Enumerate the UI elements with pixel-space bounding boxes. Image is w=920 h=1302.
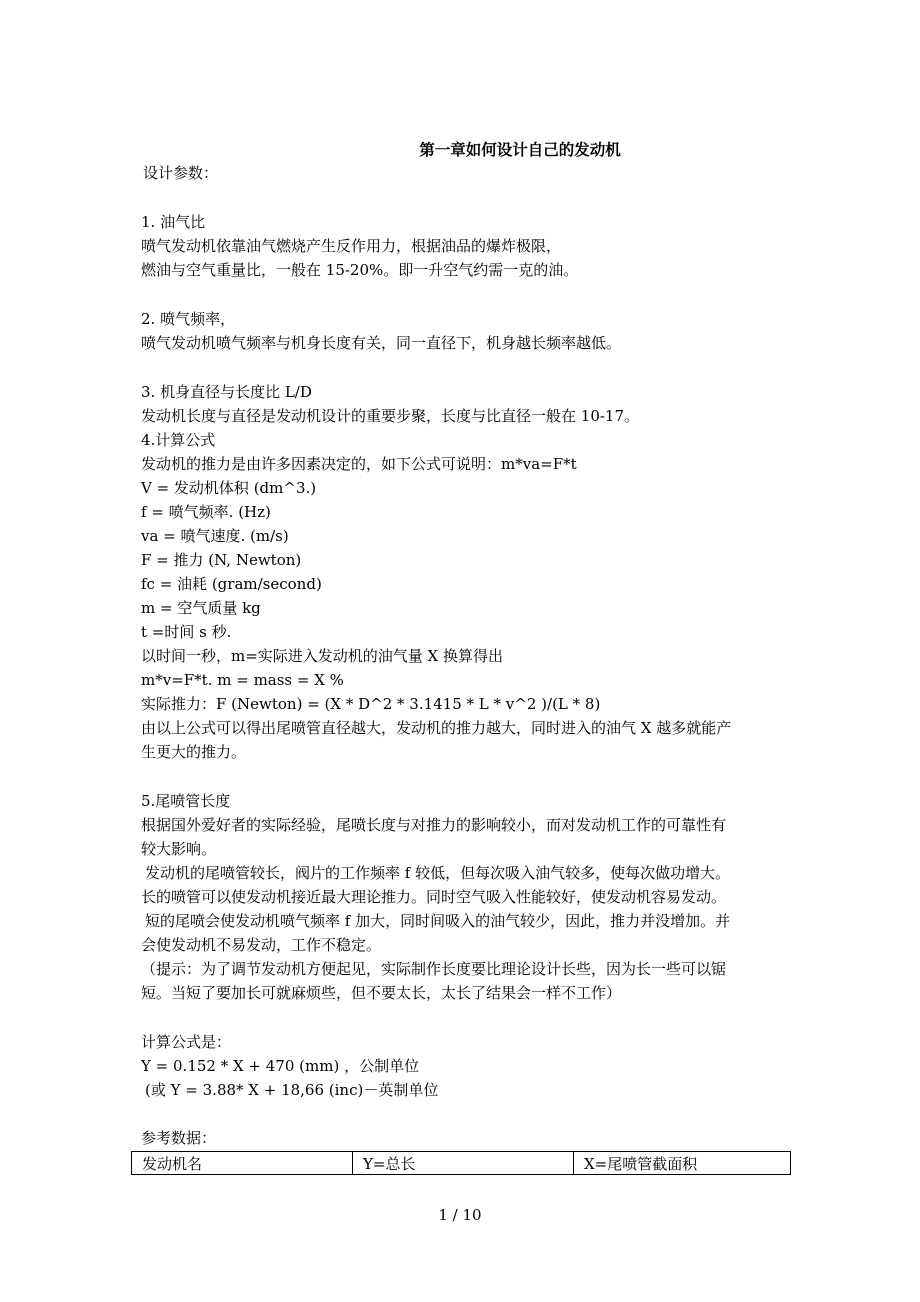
paragraph-line: 生更大的推力。 xyxy=(141,743,247,761)
paragraph-line: 发动机长度与直径是发动机设计的重要步聚，长度与比直径一般在 10-17。 xyxy=(141,407,640,425)
paragraph-line: 燃油与空气重量比，一般在 15-20%。即一升空气约需一克的油。 xyxy=(141,261,579,279)
formula-line: t =时间 s 秒. xyxy=(141,623,232,641)
paragraph-line: 以时间一秒，m=实际进入发动机的油气量 X 换算得出 xyxy=(141,647,504,665)
table-header-cell: X=尾喷管截面积 xyxy=(574,1152,791,1175)
reference-table xyxy=(131,1151,791,1175)
paragraph-line: 短的尾喷会使发动机喷气频率 f 加大，同时间吸入的油气较少，因此，推力并没增加。并 xyxy=(145,912,731,930)
paragraph-line: 会使发动机不易发动，工作不稳定。 xyxy=(141,936,382,954)
paragraph-line: 较大影响。 xyxy=(141,840,217,858)
paragraph-line: 长的喷管可以使发动机接近最大理论推力。同时空气吸入性能较好，使发动机容易发动。 xyxy=(141,888,727,906)
formula-line: Y = 0.152 * X + 470 (mm) ，公制单位 xyxy=(141,1057,420,1075)
paragraph-line: 短。当短了要加长可就麻烦些，但不要太长，太长了结果会一样不工作） xyxy=(141,984,622,1002)
formula-line: fc = 油耗 (gram/second) xyxy=(141,575,322,593)
formula-line: m = 空气质量 kg xyxy=(141,599,261,617)
paragraph-line: 发动机的推力是由许多因素决定的，如下公式可说明：m*va=F*t xyxy=(141,455,577,473)
table-header-row xyxy=(132,1152,791,1175)
formula-line: va = 喷气速度. (m/s) xyxy=(141,527,289,545)
formula-heading: 计算公式是： xyxy=(141,1033,232,1051)
formula-line: F = 推力 (N, Newton) xyxy=(141,551,302,569)
formula-line: V = 发动机体积 (dm^3.) xyxy=(141,479,317,497)
page-number: 1 / 10 xyxy=(438,1206,482,1224)
paragraph-line: 根据国外爱好者的实际经验，尾喷长度与对推力的影响较小，而对发动机工作的可靠性有 xyxy=(141,816,727,834)
params-label: 设计参数： xyxy=(143,164,219,182)
formula-line: 实际推力：F (Newton) = (X * D^2 * 3.1415 * L * v^2 )/(L * 8) xyxy=(141,695,601,713)
paragraph-line: 喷气发动机喷气频率与机身长度有关，同一直径下，机身越长频率越低。 xyxy=(141,334,622,352)
paragraph-line: 由以上公式可以得出尾喷管直径越大，发动机的推力越大，同时进入的油气 X 越多就能产 xyxy=(141,719,732,737)
section-3-heading: 3. 机身直径与长度比 L/D xyxy=(141,383,312,401)
reference-data-label: 参考数据： xyxy=(141,1129,217,1147)
paragraph-line: （提示：为了调节发动机方便起见，实际制作长度要比理论设计长些，因为长一些可以锯 xyxy=(141,960,727,978)
paragraph-line: 发动机的尾喷管较长，阀片的工作频率 f 较低，但每次吸入油气较多，使每次做功增大。 xyxy=(145,864,731,882)
paragraph-line: 喷气发动机依靠油气燃烧产生反作用力，根据油品的爆炸极限， xyxy=(141,237,562,255)
section-4-heading: 4.计算公式 xyxy=(141,431,216,449)
formula-line: (或 Y = 3.88* X + 18,66 (inc)－英制单位 xyxy=(145,1081,439,1099)
formula-line: f = 喷气频率. (Hz) xyxy=(141,503,271,521)
section-1-heading: 1. 油气比 xyxy=(141,213,206,231)
table-header-cell: Y=总长 xyxy=(353,1152,574,1175)
table-header-cell: 发动机名 xyxy=(132,1152,353,1175)
formula-line: m*v=F*t. m = mass = X % xyxy=(141,671,344,689)
section-5-heading: 5.尾喷管长度 xyxy=(141,792,231,810)
chapter-title: 第一章如何设计自己的发动机 xyxy=(419,140,621,159)
section-2-heading: 2. 喷气频率， xyxy=(141,310,236,328)
